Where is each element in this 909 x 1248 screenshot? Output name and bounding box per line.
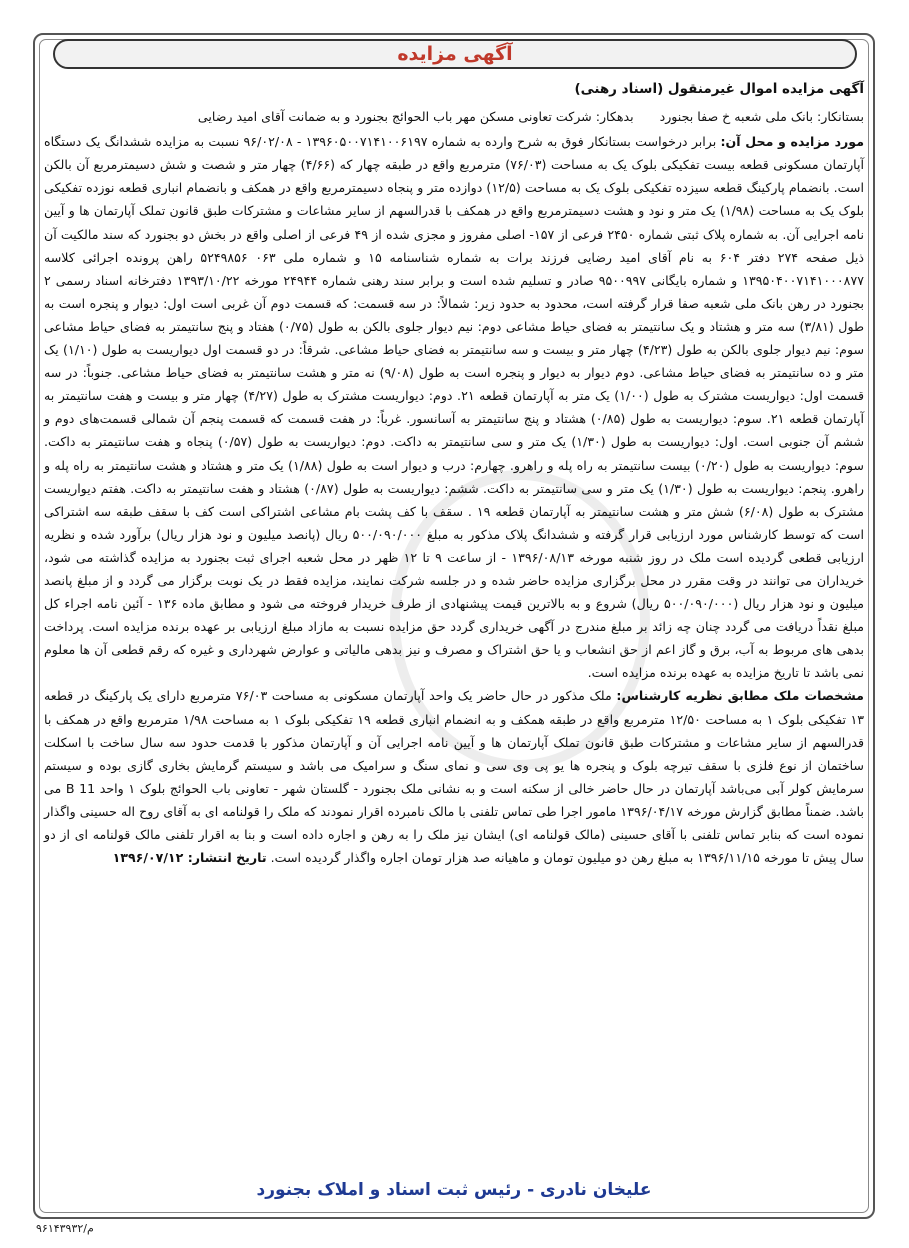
publication-date: تاریخ انتشار: ۱۳۹۶/۰۷/۱۲ bbox=[112, 850, 267, 866]
expert-section-lead: مشخصات ملک مطابق نظریه کارشناس: bbox=[616, 688, 864, 704]
auction-section-body: برابر درخواست بستانکار فوق به شرح وارده به شماره ۱۳۹۶۰۵۰۰۷۱۴۱۰۰۶۱۹۷ - ۹۶/۰۲/۰۸ نسبت به مزایده ششدانگ یک دستگاه آپارتمان مسکونی قطعه بیست تفکیکی بلوک یک به مساحت (۷۶/۰۳) مترمربع واقع در طبقه چهار که (۴/۶۶) چهار متر و شصت و شش دسیمترمربع آن بالکن است. بانضمام پارکینگ قطعه سیزده تفکیکی بلوک یک به مساحت (۱۲/۵) دوازده متر و پنجاه دسیمترمربع واقع در همکف و بانضمام انباری قطعه نوزده تفکیکی بلوک یک به مساحت (۱/۹۸) یک متر و نود و هشت دسیمترمربع واقع در همکف با قدرالسهم از سایر مشاعات و مشترکات طبق قانون تملک آپارتمان ها و آیین نامه اجرایی آن. به شماره پلاک ثبتی شماره ۲۴۵۰ فرعی از ۱۵۷- اصلی مفروز و مجزی شده از ۴۹ فرعی از اصلی واقع در بخش دو بجنورد که سند مالکیت آن ذیل صفحه ۲۷۴ دفتر ۶۰۴ به نام آقای امید رضایی فرزند برات به شماره شناسنامه ۱۵ و شماره ملی ۰۶۳ ۵۲۴۹۸۵۶ راهن پرونده اجرائی کلاسه ۱۳۹۵۰۴۰۰۷۱۴۱۰۰۰۸۷۷ و شماره بایگانی ۹۵۰۰۹۹۷ صادر و تسلیم شده است و برابر سند رهنی شماره ۲۴۹۴۴ مورخه ۱۳۹۳/۱۰/۲۲ دفترخانه اسناد رسمی ۲ بجنورد در رهن بانک ملی شعبه صفا قرار گرفته است، محدود به حدود زیر: شمالاً: در سه قسمت: که قسمت دوم آن غربی است اول: دیوار و پنجره است به طول (۳/۸۱) سه متر و هشتاد و یک سانتیمتر به فضای حیاط مشاعی دوم: نیم دیوار جلوی بالکن به طول (۰/۷۵) هفتاد و پنج سانتیمتر به فضای حیاط مشاعی سوم: نیم دیوار جلوی بالکن به طول (۴/۲۳) چهار متر و بیست و سه سانتیمتر به فضای حیاط مشاعی. شرقاً: در دو قسمت اول دیواریست به طول (۱/۱۰) یک متر و ده سانتیمتر به فضای حیاط مشاعی. دوم دیوار به دیوار و پنجره است به طول (۹/۰۸) نه متر و هشت سانتیمتر به فضای حیاط مشاعی. جنوباً: در سه قسمت اول: دیواریست مشترک به طول (۱/۰۰) یک متر به آپارتمان قطعه ۲۱. دوم: دیواریست مشترک به طول (۴/۲۷) چهار متر و بیست و هفت سانتیمتر به آپارتمان قطعه ۲۱. سوم: دیواریست به طول (۰/۸۵) هشتاد و پنج سانتیمتر به آسانسور. غرباً: در هفت قسمت که قسمت پنجم آن شمالی قسمت‌های دوم و ششم آن جنوبی است. اول: دیواریست به طول (۱/۳۰) یک متر و سی سانتیمتر به داکت. دوم: دیواریست به طول (۰/۵۷) پنجاه و هفت سانتیمتر به داکت. سوم: دیواریست به طول (۰/۲۰) بیست سانتیمتر به راه پله و راهرو. چهارم: درب و دیوار است به طول (۱/۸۸) یک متر و هشتاد و هشت سانتیمتر به راه پله و راهرو. پنجم: دیواریست به طول (۱/۳۰) یک متر و سی سانتیمتر به داکت. ششم: دیواریست به طول (۰/۸۷) هشتاد و هفت سانتیمتر به داکت. هفتم دیواریست مشترک به طول (۶/۰۸) شش متر و هشت سانتیمتر به آپارتمان قطعه ۱۹ . سقف با کف پشت بام مشاعی اشتراکی است کف با سقف طبقه سه اشتراکی است که توسط کارشناس مورد ارزیابی قرار گرفته و ششدانگ پلاک مذکور به مبلغ ۵۰۰/۰۹۰/۰۰۰ ریال (پانصد میلیون و نود هزار ریال) برآورد شده و نظریه ارزیابی قطعی گردیده است ملک در روز شنبه مورخه ۱۳۹۶/۰۸/۱۳ - از ساعت ۹ تا ۱۲ ظهر در محل شعبه اجرای ثبت بجنورد به مزایده گذاشته می شود، خریداران می توانند در وقت مقرر در محل برگزاری مزایده حاضر شده و در جلسه شرکت نمایند، مزایده فقط در یک نوبت برگزار می گردد و از مبلغ پانصد میلیون و نود هزار ریال (۵۰۰/۰۹۰/۰۰۰ ریال) شروع و به بالاترین قیمت پیشنهادی از طرف خریدار فروخته می شود و مطابق ماده ۱۳۶ - آئین نامه اجراء کل مبلغ نقداً دریافت می گردد چنان چه زائد بر مبلغ مندرج در آگهی خریداری گردد حق مزایده نسبت به مازاد مبلغ ارزیابی بر عهده برنده مزایده است. پرداخت بدهی های مربوط به آب، برق و گاز اعم از حق انشعاب و یا حق اشتراک و مصرف و نیز بدهی مالیاتی و عوارض شهرداری و غیره که رقم قطعی آن ها معلوم نمی باشد تا تاریخ مزایده به عهده برنده مزایده است. bbox=[44, 134, 864, 681]
notice-code: ۹۶۱۴۳۹۳۲/م bbox=[36, 1222, 94, 1235]
auction-section bbox=[44, 130, 864, 684]
parties-line bbox=[44, 105, 864, 128]
auction-section-lead: مورد مزایده و محل آن: bbox=[720, 134, 864, 150]
notice-body bbox=[44, 78, 864, 869]
page-title: آگهی مزایده bbox=[397, 43, 513, 65]
expert-section-body: ملک مذکور در حال حاضر یک واحد آپارتمان مسکونی به مساحت ۷۶/۰۳ مترمربع دارای یک پارکینگ در قطعه ۱۳ تفکیکی بلوک ۱ به مساحت ۱۲/۵۰ مترمربع واقع در طبقه همکف و به انضمام انباری قطعه ۱۹ تفکیکی بلوک ۱ به مساحت ۱/۹۸ مترمربع واقع در همکف با قدرالسهم از سایر مشاعات و مشترکات طبق قانون تملک آپارتمان ها و آیین نامه اجرایی آن و آپارتمان مذکور با قدمت حدود سه سال ساخت با اسکلت ساختمان از نوع فلزی با سقف تیرچه بلوک و پنجره ها یو پی وی سی و نمای سنگ و سرامیک می باشد و سیستم گرمایش بخاری گازی بوده و سیستم سرمایش کولر آبی می‌باشد آپارتمان در حال حاضر خالی از سکنه است و به نشانی ملک بجنورد - گلستان شهر - تعاونی باب الحوائج بلوک ۱ واحد B 11 می باشد. ضمناً مطابق گزارش مورخه ۱۳۹۶/۰۴/۱۷ مامور اجرا طی تماس تلفنی با مالک نامبرده اقرار نمودند که ملک را قولنامه ای به آقای روح اله حسینی واگذار نموده است که بنابر تماس تلفنی با آقای حسینی (مالک قولنامه ای) ایشان نیز ملک را به رهن و اجاره داده است و بنا به اقرار تلفنی مالک قولنامه ای از دو سال پیش تا مورخه ۱۳۹۶/۱۱/۱۵ به مبلغ رهن دو میلیون تومان و ماهیانه صد هزار تومان اجاره واگذار گردیده است. bbox=[44, 688, 865, 866]
signature-line: علیخان نادری - رئیس ثبت اسناد و املاک بجنورد bbox=[256, 1180, 652, 1200]
title-banner bbox=[53, 39, 857, 69]
notice-subtitle: آگهی مزایده اموال غیرمنقول (اسناد رهنی) bbox=[574, 81, 864, 97]
creditor-text: بستانکار: بانک ملی شعبه خ صفا بجنورد bbox=[659, 109, 864, 125]
debtor-text: بدهکار: شرکت تعاونی مسکن مهر باب الحوائج بجنورد و به ضمانت آقای امید رضایی bbox=[197, 109, 634, 125]
expert-section bbox=[44, 684, 864, 869]
